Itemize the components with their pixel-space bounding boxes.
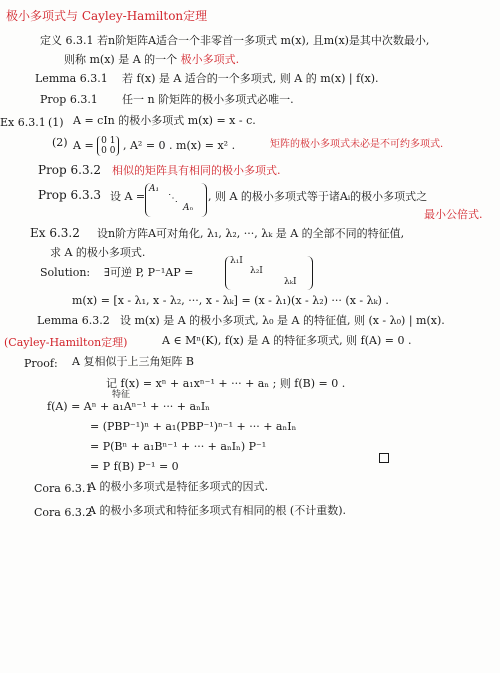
matrix-block-a1: A₁: [149, 184, 160, 194]
proof-line-1: A 复相似于上三角矩阵 B: [72, 355, 195, 368]
definition-highlight: 极小多项式.: [180, 53, 240, 66]
definition-line-1: 定义 6.3.1 若n阶矩阵A适合一个非零首一多项式 m(x), 且m(x)是其中次数最小,: [40, 34, 430, 47]
example-632-label: Ex 6.3.2: [30, 226, 80, 240]
example-631-item1-num: (1): [48, 116, 64, 129]
lemma-631-text: 若 f(x) 是 A 适合的一个多项式, 则 A 的 m(x) | f(x).: [122, 72, 379, 85]
proof-equation-2: = (PBP⁻¹)ⁿ + a₁(PBP⁻¹)ⁿ⁻¹ + ··· + aₙIₙ: [90, 420, 297, 433]
lemma-631-label: Lemma 6.3.1: [35, 72, 108, 85]
prop-632-label: Prop 6.3.2: [38, 163, 102, 177]
block-diagonal-matrix: [145, 183, 207, 217]
page-title: 极小多项式与 Cayley-Hamilton定理: [6, 9, 208, 23]
cayley-hamilton-text: A ∈ Mⁿ(K), f(x) 是 A 的特征多项式, 则 f(A) = 0 .: [162, 334, 412, 347]
solution-text: ∃可逆 P, P⁻¹AP =: [104, 266, 194, 279]
diagonal-entry-k: λₖI: [284, 277, 297, 287]
matrix-block-an: Aₙ: [183, 203, 194, 213]
example-631-remark: 矩阵的极小多项式未必是不可约多项式.: [270, 139, 444, 150]
example-631-item2-num: (2): [52, 136, 68, 149]
diagonal-matrix: [225, 256, 313, 290]
prop-631-label: Prop 6.3.1: [40, 93, 98, 106]
proof-label: Proof:: [24, 357, 58, 370]
cora-631-label: Cora 6.3.1: [34, 482, 93, 495]
cora-631-text: A 的极小多项式是特征多项式的因式.: [88, 480, 268, 493]
proof-equation-1: f(A) = Aⁿ + a₁Aⁿ⁻¹ + ··· + aₙIₙ: [47, 400, 210, 413]
prop-633-highlight: 最小公倍式.: [424, 208, 483, 221]
solution-result: m(x) = [x - λ₁, x - λ₂, ···, x - λₖ] = (x - λ₁)(x - λ₂) ··· (x - λₖ) .: [72, 294, 389, 307]
matrix-row-2: 0 0: [101, 146, 116, 156]
proof-annotation: 特征: [112, 390, 131, 400]
lemma-632-text: 设 m(x) 是 A 的极小多项式, λ₀ 是 A 的特征值, 则 (x - λ₀) | m(x).: [120, 314, 445, 327]
cora-632-label: Cora 6.3.2: [34, 506, 93, 519]
lemma-632-label: Lemma 6.3.2: [37, 314, 110, 327]
example-631-item2: [73, 136, 235, 156]
example-631-item1: A = cIn 的极小多项式 m(x) = x - c.: [73, 114, 256, 127]
definition-line-2: [64, 53, 239, 67]
prop-633-prefix: 设 A =: [110, 190, 146, 203]
example-631-item2-suffix: , A² = 0 . m(x) = x² .: [122, 139, 236, 152]
prop-633-text: , 则 A 的极小多项式等于诸Aᵢ的极小多项式之: [208, 190, 428, 203]
definition-line-2-prefix: 则称 m(x) 是 A 的一个: [64, 53, 178, 66]
proof-equation-4: = P f(B) P⁻¹ = 0: [90, 460, 179, 473]
proof-line-2: 记 f(x) = xⁿ + a₁xⁿ⁻¹ + ··· + aₙ ; 则 f(B) = 0 .: [106, 377, 346, 390]
prop-631-text: 任一 n 阶矩阵的极小多项式必唯一.: [122, 93, 294, 106]
example-631-item2-prefix: A =: [73, 139, 98, 152]
proof-equation-3: = P(Bⁿ + a₁Bⁿ⁻¹ + ··· + aₙIₙ) P⁻¹: [90, 440, 267, 453]
prop-633-label: Prop 6.3.3: [38, 188, 102, 202]
nilpotent-matrix: [97, 136, 119, 156]
cayley-hamilton-label: (Cayley-Hamilton定理): [4, 336, 128, 349]
matrix-row-1: 0 1: [101, 136, 116, 146]
matrix-diagonal-dots: ⋱: [168, 193, 178, 204]
diagonal-entry-2: λ₂I: [250, 266, 263, 276]
diagonal-entry-1: λ₁I: [230, 256, 243, 266]
cora-632-text: A 的极小多项式和特征多项式有相同的根 (不计重数).: [88, 504, 347, 517]
prop-632-text: 相似的矩阵具有相同的极小多项式.: [112, 164, 281, 177]
qed-box-icon: [379, 453, 389, 463]
example-631-label: Ex 6.3.1: [0, 116, 46, 129]
solution-label: Solution:: [40, 266, 91, 279]
example-632-line-1: 设n阶方阵A可对角化, λ₁, λ₂, ···, λₖ 是 A 的全部不同的特征值,: [97, 227, 405, 240]
example-632-line-2: 求 A 的极小多项式.: [50, 246, 146, 259]
